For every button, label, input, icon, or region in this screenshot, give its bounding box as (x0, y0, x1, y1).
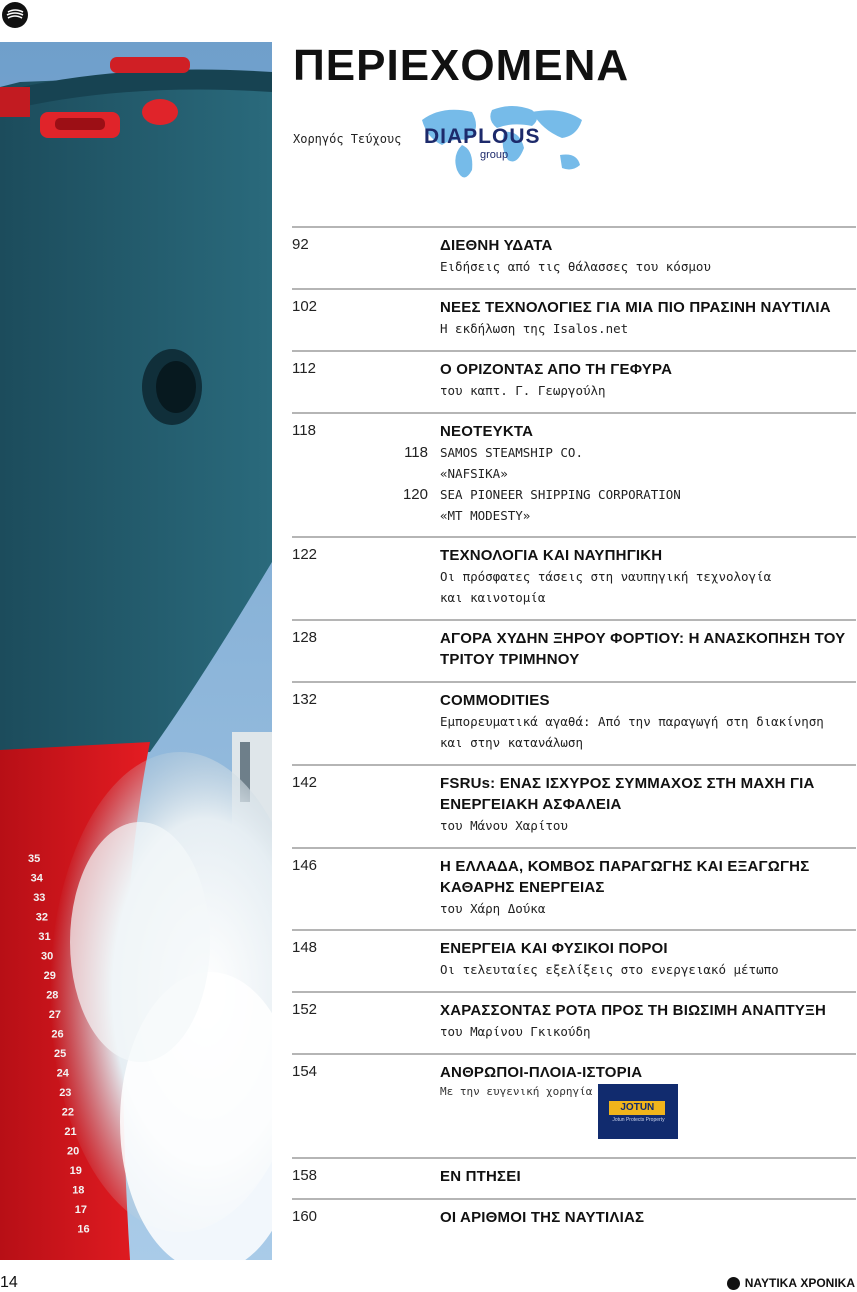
hull-draft-mark: 32 (35, 911, 49, 924)
toc-heading: ΑΝΘΡΩΠΟΙ-ΠΛΟΙΑ-ΙΣΤΟΡΙΑ (440, 1064, 643, 1081)
toc-subitem-line: SAMOS STEAMSHIP CO. (440, 445, 583, 460)
toc-subtitle: και καινοτομία (440, 590, 546, 605)
toc-entry[interactable] (292, 681, 856, 764)
toc-page-number: 142 (292, 774, 318, 791)
toc-heading: ΑΓΟΡΑ ΧΥΔΗΝ ΞΗΡΟΥ ΦΟΡΤΙΟΥ: Η ΑΝΑΣΚΟΠΗΣΗ ΤΟΥ ΤΡΙΤΟΥ ΤΡΙΜΗΝΟΥ (440, 630, 846, 668)
toc-subitem-page: 120 (402, 486, 428, 503)
toc-subtitle: Οι τελευταίες εξελίξεις στο ενεργειακό μέτωπο (440, 962, 779, 977)
hull-draft-mark: 22 (61, 1106, 75, 1119)
toc-subitem[interactable] (404, 442, 856, 484)
toc-subtitle: Ειδήσεις από τις θάλασσες του κόσμου (440, 259, 711, 274)
toc-page-number: 102 (292, 298, 318, 315)
toc-subtitle: και στην κατανάλωση (440, 735, 583, 750)
hull-draft-mark: 24 (56, 1067, 69, 1080)
hull-draft-mark: 25 (54, 1048, 67, 1060)
hull-draft-mark: 19 (69, 1165, 82, 1177)
hull-draft-mark: 21 (64, 1126, 77, 1138)
diaplous-logo-text: DIAPLOUS (424, 125, 541, 148)
toc-subitem-line: «MT MODESTY» (440, 508, 531, 523)
toc-entry[interactable] (292, 536, 856, 619)
hull-draft-mark: 18 (72, 1184, 85, 1197)
footer-page-number: 14 (0, 1274, 18, 1291)
toc-subtitle: του Μαρίνου Γκικούδη (440, 1024, 591, 1039)
toc-heading: ΕΝΕΡΓΕΙΑ ΚΑΙ ΦΥΣΙΚΟΙ ΠΟΡΟΙ (440, 940, 668, 957)
toc-subitem-line: «NAFSIKA» (440, 466, 508, 481)
magazine-logo-icon (2, 2, 28, 28)
toc-page-number: 158 (292, 1167, 318, 1184)
jotun-logo-text: JOTUN (609, 1101, 665, 1115)
toc-subtitle: Οι πρόσφατες τάσεις στη ναυπηγική τεχνολογία (440, 569, 772, 584)
toc-page-number: 128 (292, 629, 318, 646)
toc-page-number: 118 (292, 422, 316, 439)
hull-draft-mark: 29 (43, 970, 56, 982)
hull-draft-mark: 33 (33, 892, 46, 904)
toc-entry[interactable] (292, 350, 856, 412)
toc-heading: Ο ΟΡΙΖΟΝΤΑΣ ΑΠΟ ΤΗ ΓΕΦΥΡΑ (440, 361, 673, 378)
toc-heading: FSRUs: ΕΝΑΣ ΙΣΧΥΡΟΣ ΣΥΜΜΑΧΟΣ ΣΤΗ ΜΑΧΗ ΓΙΑ ΕΝΕΡΓΕΙΑΚΗ ΑΣΦΑΛΕΙΑ (440, 775, 815, 813)
toc-heading: ΤΕΧΝΟΛΟΓΙΑ ΚΑΙ ΝΑΥΠΗΓΙΚΗ (440, 547, 663, 564)
toc-entry[interactable] (292, 619, 856, 681)
hull-draft-mark: 23 (59, 1087, 72, 1099)
toc-heading: ΕΝ ΠΤΗΣΕΙ (440, 1168, 521, 1185)
toc-subtitle: του Χάρη Δούκα (440, 901, 546, 916)
toc-heading: ΝΕΟΤΕΥΚΤΑ (440, 423, 534, 440)
toc-entry[interactable] (292, 1157, 856, 1198)
hull-draft-mark: 27 (48, 1009, 62, 1021)
ship-bow-photo (0, 42, 272, 1260)
toc-subtitle: του Μάνου Χαρίτου (440, 818, 568, 833)
toc-subitem[interactable] (402, 484, 856, 526)
toc-page-number: 152 (292, 1001, 318, 1018)
toc-heading: COMMODITIES (440, 692, 550, 709)
toc-heading: ΟΙ ΑΡΙΘΜΟΙ ΤΗΣ ΝΑΥΤΙΛΙΑΣ (440, 1209, 645, 1226)
hull-draft-mark: 30 (41, 950, 54, 963)
toc-entry[interactable] (292, 847, 856, 929)
hull-draft-mark: 31 (38, 931, 51, 943)
page-title: ΠΕΡΙΕΧΟΜΕΝΑ (293, 41, 630, 90)
toc-subtitle: Εμπορευματικά αγαθά: Από την παραγωγή στη διακίνηση (440, 714, 824, 729)
toc-page-number: 132 (292, 691, 318, 708)
toc-page-number: 112 (292, 360, 316, 377)
hull-draft-mark: 17 (74, 1204, 88, 1216)
hull-draft-mark: 28 (46, 989, 59, 1002)
sponsor-label: Χορηγός Τεύχους (293, 132, 402, 146)
toc-entry[interactable] (292, 764, 856, 847)
toc-page-number: 92 (292, 236, 309, 253)
toc-entry[interactable] (292, 288, 856, 350)
toc-page-number: 154 (292, 1063, 318, 1080)
diaplous-logo-sub: group (480, 149, 509, 161)
footer-brand-name: ΝΑΥΤΙΚΑ ΧΡΟΝΙΚΑ (744, 1276, 855, 1290)
jotun-sponsor-logo (598, 1084, 678, 1139)
hull-draft-mark: 35 (28, 853, 41, 865)
toc-page-number: 148 (292, 939, 318, 956)
toc-entry[interactable] (292, 1053, 856, 1157)
toc-subitem-line: SEA PIONEER SHIPPING CORPORATION (440, 487, 681, 502)
toc-heading: ΔΙΕΘΝΗ ΥΔΑΤΑ (440, 237, 553, 254)
toc-heading: ΝΕΕΣ ΤΕΧΝΟΛΟΓΙΕΣ ΓΙΑ ΜΙΑ ΠΙΟ ΠΡΑΣΙΝΗ ΝΑΥΤΙΛΙΑ (440, 299, 831, 316)
jotun-tagline: Jotun Protects Property (612, 1117, 665, 1123)
diaplous-sponsor-logo (412, 100, 587, 188)
toc-page-number: 146 (292, 857, 318, 874)
toc-entry[interactable] (292, 1198, 856, 1238)
toc-entry[interactable] (292, 412, 856, 536)
toc-subitem-page: 118 (404, 444, 428, 461)
toc-subtitle: του καπτ. Γ. Γεωργούλη (440, 383, 606, 398)
hull-draft-mark: 34 (30, 872, 43, 885)
toc-page-number: 122 (292, 546, 318, 563)
toc-heading: Η ΕΛΛΑΔΑ, ΚΟΜΒΟΣ ΠΑΡΑΓΩΓΗΣ ΚΑΙ ΕΞΑΓΩΓΗΣ ΚΑΘΑΡΗΣ ΕΝΕΡΓΕΙΑΣ (440, 858, 810, 896)
hull-draft-mark: 16 (77, 1223, 90, 1236)
sponsor-note: Με την ευγενική χορηγία (440, 1085, 593, 1098)
toc-heading: ΧΑΡΑΣΣΟΝΤΑΣ ΡΟΤΑ ΠΡΟΣ ΤΗ ΒΙΩΣΙΜΗ ΑΝΑΠΤΥΞΗ (440, 1002, 826, 1019)
brand-logo-icon (727, 1277, 740, 1290)
toc-subtitle: Η εκδήλωση της Isalos.net (440, 321, 629, 336)
toc-page-number: 160 (292, 1208, 318, 1225)
hull-draft-mark: 20 (67, 1145, 80, 1158)
footer-brand (727, 1276, 855, 1290)
toc-entry[interactable] (292, 929, 856, 991)
toc-entry[interactable] (292, 226, 856, 288)
hull-draft-mark: 26 (51, 1028, 64, 1041)
toc-entry[interactable] (292, 991, 856, 1053)
table-of-contents (292, 226, 856, 1238)
